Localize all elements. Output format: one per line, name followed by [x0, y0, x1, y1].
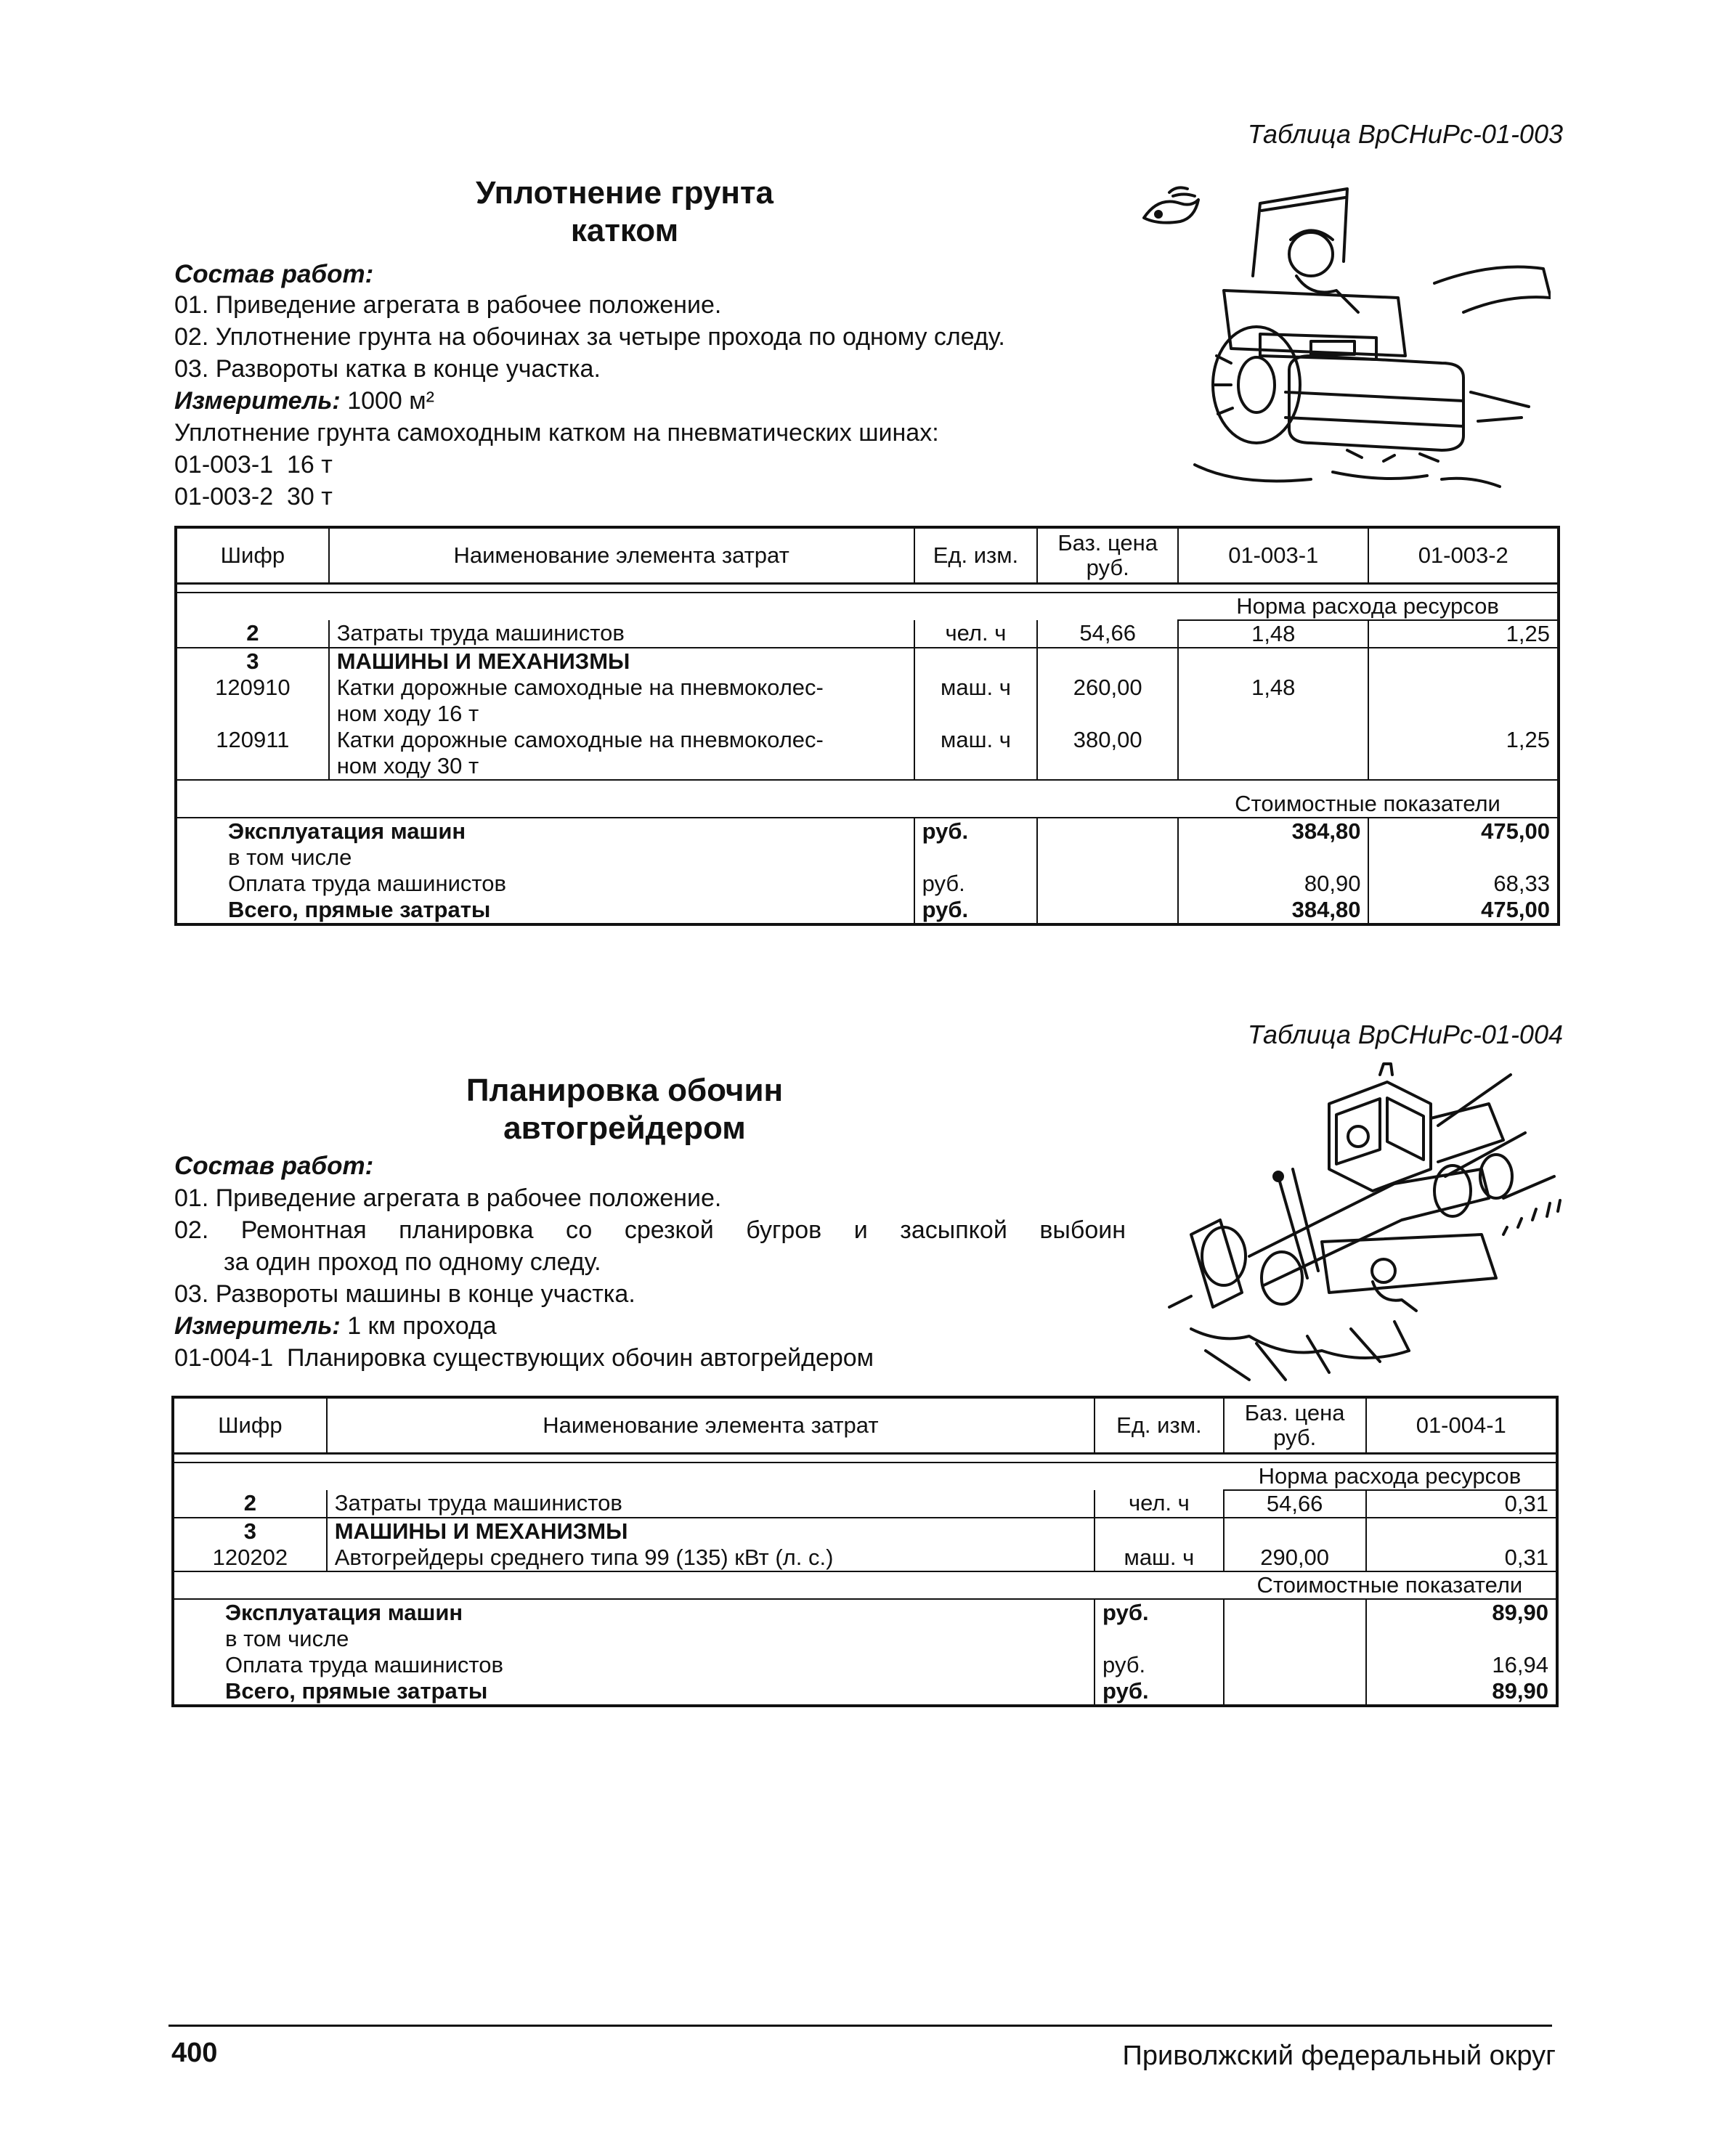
description: Уплотнение грунта самоходным катком на пневматических шинах: — [174, 419, 939, 447]
row-code: 3 — [246, 648, 259, 674]
row-name: МАШИНЫ И МЕХАНИЗМЫ — [329, 648, 914, 675]
footer-divider — [168, 2025, 1552, 2027]
cost-table-1 — [174, 526, 1560, 926]
row-unit: руб. — [914, 871, 1038, 897]
title-line: катком — [570, 213, 679, 248]
spacer-row — [176, 584, 1559, 593]
row-value-2: 475,00 — [1368, 897, 1559, 924]
norm-label-row — [173, 1463, 1557, 1490]
meter-label: Измеритель: — [174, 387, 341, 415]
row-price: 290,00 — [1224, 1545, 1366, 1571]
variant-2: 01-003-2 30 т — [174, 483, 333, 510]
row-name: Всего, прямые затраты — [228, 897, 491, 922]
row-unit: руб. — [1095, 1652, 1224, 1678]
table-row — [173, 1599, 1557, 1626]
cost-label: Стоимостные показатели — [1178, 791, 1559, 818]
cost-label-row — [173, 1571, 1557, 1599]
table-header-row — [173, 1397, 1557, 1454]
title-line: автогрейдером — [503, 1110, 746, 1146]
row-code: 3 — [243, 1518, 256, 1544]
row-name-line: Катки дорожные самоходные на пневмоколес- — [336, 675, 824, 700]
row-name: Затраты труда машинистов — [327, 1490, 1095, 1518]
table-row — [176, 897, 1559, 924]
row-name: Затраты труда машинистов — [329, 620, 914, 648]
row-price: 54,66 — [1037, 620, 1178, 648]
composition-label: Состав работ: — [174, 260, 374, 288]
table-row — [173, 1490, 1557, 1518]
row-name — [329, 675, 914, 727]
variant-1: 01-003-1 16 т — [174, 451, 333, 479]
row-code: 120202 — [173, 1545, 327, 1571]
step-1: 01. Приведение агрегата в рабочее положение. — [174, 291, 722, 319]
row-name: в том числе — [225, 1626, 349, 1651]
norm-label-row — [176, 593, 1559, 620]
norm-label: Норма расхода ресурсов — [1224, 1463, 1557, 1490]
row-value-2: 68,33 — [1368, 871, 1559, 897]
header-unit: Ед. изм. — [1095, 1397, 1224, 1454]
table-row — [176, 871, 1559, 897]
row-code: 120910 — [215, 675, 291, 700]
row-name-line: Катки дорожные самоходные на пневмоколес- — [336, 727, 824, 752]
row-value-1: 0,31 — [1366, 1490, 1558, 1518]
cost-table-2 — [171, 1396, 1559, 1707]
row-name: в том числе — [228, 845, 352, 870]
table-caption: Таблица ВрСНиРс-01-004 — [1247, 1020, 1563, 1049]
spacer-row — [176, 780, 1559, 791]
table-row — [176, 675, 1559, 727]
row-name: Эксплуатация машин — [225, 1600, 463, 1625]
step-2: 02. Ремонтная планировка со срезкой бугров и засыпкой выбоин — [174, 1216, 1126, 1244]
row-unit: руб. — [1095, 1678, 1224, 1706]
meter-label: Измеритель: — [174, 1312, 341, 1340]
header-variant-1: 01-003-1 — [1178, 527, 1368, 584]
row-code: 120911 — [176, 727, 329, 780]
row-value-1: 89,90 — [1366, 1678, 1558, 1706]
header-unit: Ед. изм. — [914, 527, 1038, 584]
section-title — [421, 174, 828, 250]
row-value-1: 384,80 — [1178, 818, 1368, 845]
row-unit: чел. ч — [1095, 1490, 1224, 1518]
spacer-row — [173, 1454, 1557, 1463]
row-price: 380,00 — [1037, 727, 1178, 780]
row-unit: руб. — [914, 818, 1038, 845]
meter-line — [174, 385, 434, 417]
row-unit: маш. ч — [914, 727, 1038, 780]
row-unit: чел. ч — [914, 620, 1038, 648]
row-value-1: 80,90 — [1178, 871, 1368, 897]
row-value-2: 1,25 — [1368, 727, 1559, 780]
row-name-line: ном ходу 30 т — [336, 753, 479, 778]
step-3: 03. Развороты машины в конце участка. — [174, 1280, 635, 1308]
table-row — [173, 1518, 1557, 1545]
row-value-1: 0,31 — [1366, 1545, 1558, 1571]
table-row — [173, 1545, 1557, 1571]
row-value-1: 1,48 — [1178, 620, 1368, 648]
row-value-1: 89,90 — [1366, 1599, 1558, 1626]
row-name: Оплата труда машинистов — [228, 871, 506, 896]
cost-label: Стоимостные показатели — [1224, 1571, 1557, 1599]
table-row — [173, 1652, 1557, 1678]
row-price: 54,66 — [1224, 1490, 1366, 1518]
title-line: Уплотнение грунта — [475, 175, 774, 211]
row-value-2: 1,25 — [1368, 620, 1559, 648]
table-row — [173, 1678, 1557, 1706]
table-row — [176, 845, 1559, 871]
motor-grader-illustration — [1162, 1060, 1569, 1387]
step-1: 01. Приведение агрегата в рабочее положение. — [174, 1184, 722, 1212]
composition-label: Состав работ: — [174, 1152, 374, 1180]
row-value-2: 475,00 — [1368, 818, 1559, 845]
header-code: Шифр — [173, 1397, 327, 1454]
header-code: Шифр — [176, 527, 329, 584]
row-price: 260,00 — [1037, 675, 1178, 727]
step-2: 02. Уплотнение грунта на обочинах за четыре прохода по одному следу. — [174, 323, 1005, 351]
norm-label: Норма расхода ресурсов — [1178, 593, 1559, 620]
header-price: Баз. цена руб. — [1224, 1397, 1366, 1454]
table-row — [176, 648, 1559, 675]
header-variant-2: 01-003-2 — [1368, 527, 1559, 584]
header-name: Наименование элемента затрат — [329, 527, 914, 584]
footer-region: Приволжский федеральный округ — [1122, 2041, 1556, 2071]
table-header-row — [176, 527, 1559, 584]
row-value-2 — [1368, 675, 1559, 727]
row-unit: маш. ч — [914, 675, 1038, 727]
row-name: Всего, прямые затраты — [225, 1678, 488, 1704]
title-line: Планировка обочин — [466, 1073, 784, 1108]
section-title — [421, 1072, 828, 1147]
step-2-cont: за один проход по одному следу. — [224, 1248, 601, 1276]
meter-value: 1000 м² — [347, 387, 434, 415]
meter-value: 1 км прохода — [347, 1312, 497, 1340]
row-unit: руб. — [914, 897, 1038, 924]
row-value-1 — [1178, 727, 1368, 780]
row-value-1: 16,94 — [1366, 1652, 1558, 1678]
page-number: 400 — [171, 2038, 218, 2068]
row-name: Оплата труда машинистов — [225, 1652, 503, 1677]
header-name: Наименование элемента затрат — [327, 1397, 1095, 1454]
row-value-1: 1,48 — [1178, 675, 1368, 727]
table-caption: Таблица ВрСНиРс-01-003 — [1247, 119, 1563, 149]
cost-label-row — [176, 791, 1559, 818]
row-name — [329, 727, 914, 780]
road-roller-illustration — [1129, 174, 1551, 501]
row-name: Эксплуатация машин — [228, 818, 466, 844]
row-unit: руб. — [1095, 1599, 1224, 1626]
variant-1: 01-004-1 Планировка существующих обочин автогрейдером — [174, 1344, 874, 1372]
row-value-1: 384,80 — [1178, 897, 1368, 924]
table-row — [176, 727, 1559, 780]
row-name: Автогрейдеры среднего типа 99 (135) кВт (л. с.) — [327, 1545, 1095, 1571]
row-name: МАШИНЫ И МЕХАНИЗМЫ — [327, 1518, 1095, 1545]
header-price: Баз. цена руб. — [1037, 527, 1178, 584]
table-row — [176, 620, 1559, 648]
meter-line — [174, 1310, 497, 1342]
row-code: 2 — [173, 1490, 327, 1518]
row-unit: маш. ч — [1095, 1545, 1224, 1571]
step-3: 03. Развороты катка в конце участка. — [174, 355, 601, 383]
table-row — [176, 818, 1559, 845]
row-name-line: ном ходу 16 т — [336, 701, 479, 726]
table-row — [173, 1626, 1557, 1652]
row-code: 2 — [176, 620, 329, 648]
header-variant-1: 01-004-1 — [1366, 1397, 1558, 1454]
